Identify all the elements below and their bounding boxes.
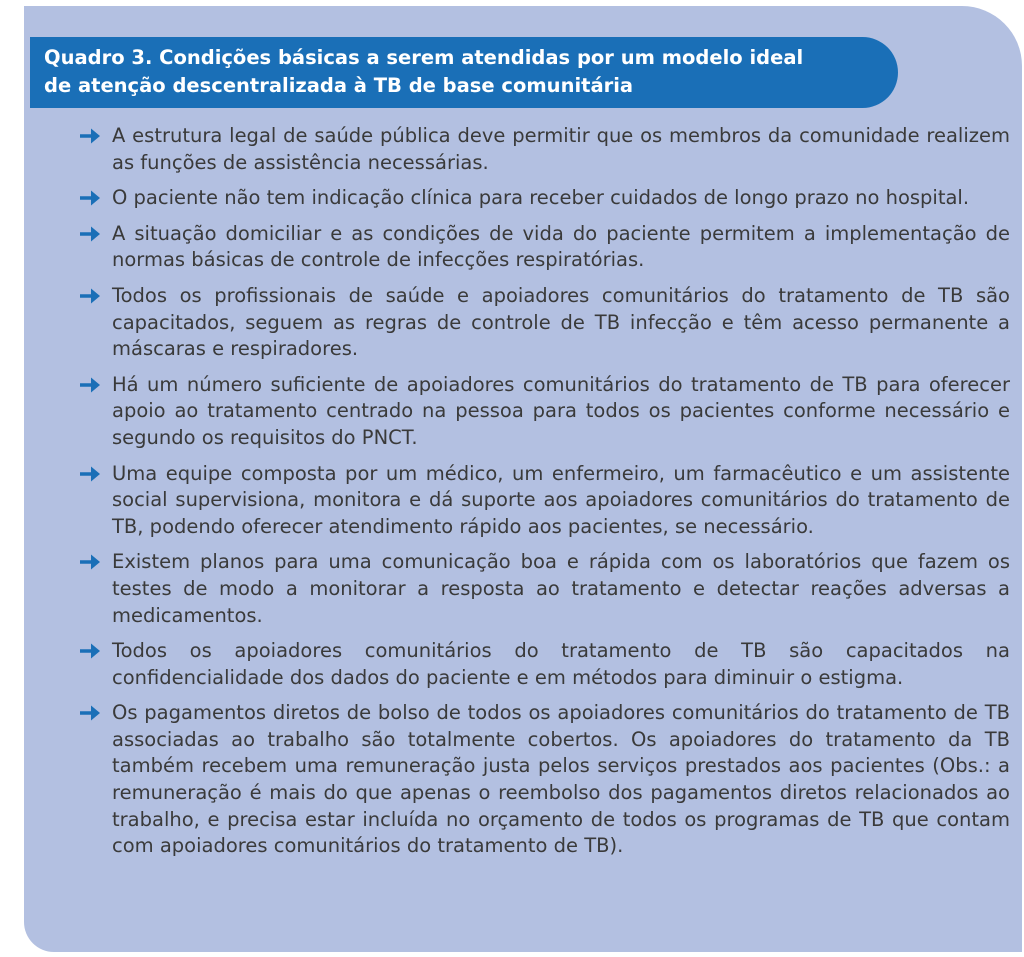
conditions-list (79, 123, 1010, 869)
list-item (79, 461, 1010, 541)
list-item-text: Todos os profissionais de saúde e apoiadores comunitários do tratamento de TB são capacitados, seguem as regras de controle de TB infecção e têm acesso permanente a máscaras e respiradores. (112, 283, 1010, 361)
arrow-right-icon (79, 286, 101, 306)
box-title-line-2: de atenção descentralizada à TB de base comunitária (44, 74, 634, 97)
list-item (79, 185, 1010, 212)
list-item (79, 221, 1010, 274)
list-item-text: Há um número suficiente de apoiadores comunitários do tratamento de TB para oferecer apoio ao tratamento centrado na pessoa para todos os pacientes conforme necessário e segundo os requisitos do PNCT. (112, 372, 1010, 449)
list-item (79, 372, 1010, 452)
arrow-right-icon (79, 375, 101, 395)
list-item-text: Uma equipe composta por um médico, um enfermeiro, um farmacêutico e um assistente social supervisiona, monitora e dá suporte aos apoiadores comunitários do tratamento de TB, podendo oferecer atendimento rápido aos pacientes, se necessário. (112, 461, 1010, 538)
arrow-right-icon (79, 188, 101, 208)
list-item-text: O paciente não tem indicação clínica para receber cuidados de longo prazo no hospital. (112, 186, 970, 210)
list-item-text: A situação domiciliar e as condições de vida do paciente permitem a implementação de normas básicas de controle de infecções respiratórias. (112, 221, 1010, 272)
list-item (79, 283, 1010, 363)
arrow-right-icon (79, 552, 101, 572)
arrow-right-icon (79, 703, 101, 723)
box-title (30, 37, 898, 108)
list-item-text: Existem planos para uma comunicação boa e rápida com os laboratórios que fazem os testes de modo a monitorar a resposta ao tratamento e detectar reações adversas a medicamentos. (112, 550, 1010, 627)
arrow-right-icon (79, 464, 101, 484)
list-item-text: Os pagamentos diretos de bolso de todos os apoiadores comunitários do tratamento de TB associadas ao trabalho são totalmente cobertos. Os apoiadores do tratamento da TB também recebem uma remuneração justa pelos serviços prestados aos pacientes (Obs.: a remuneração é mais do que apenas o reembolso dos pagamentos diretos relacionados ao trabalho, e precisa estar incluída no orçamento de todos os programas de TB que contam com apoiadores comunitários do tratamento de TB). (112, 701, 1010, 858)
arrow-right-icon (79, 224, 101, 244)
arrow-right-icon (79, 126, 101, 146)
list-item (79, 123, 1010, 176)
list-item-text: A estrutura legal de saúde pública deve permitir que os membros da comunidade realizem as funções de assistência necessárias. (112, 124, 1010, 174)
info-box (24, 6, 1022, 952)
arrow-right-icon (79, 641, 101, 661)
box-title-line-1: Quadro 3. Condições básicas a serem atendidas por um modelo ideal (44, 46, 804, 69)
list-item (79, 549, 1010, 629)
list-item (79, 638, 1010, 691)
list-item-text: Todos os apoiadores comunitários do tratamento de TB são capacitados na confidencialidade dos dados do paciente e em métodos para diminuir o estigma. (112, 639, 1010, 689)
list-item (79, 700, 1010, 860)
